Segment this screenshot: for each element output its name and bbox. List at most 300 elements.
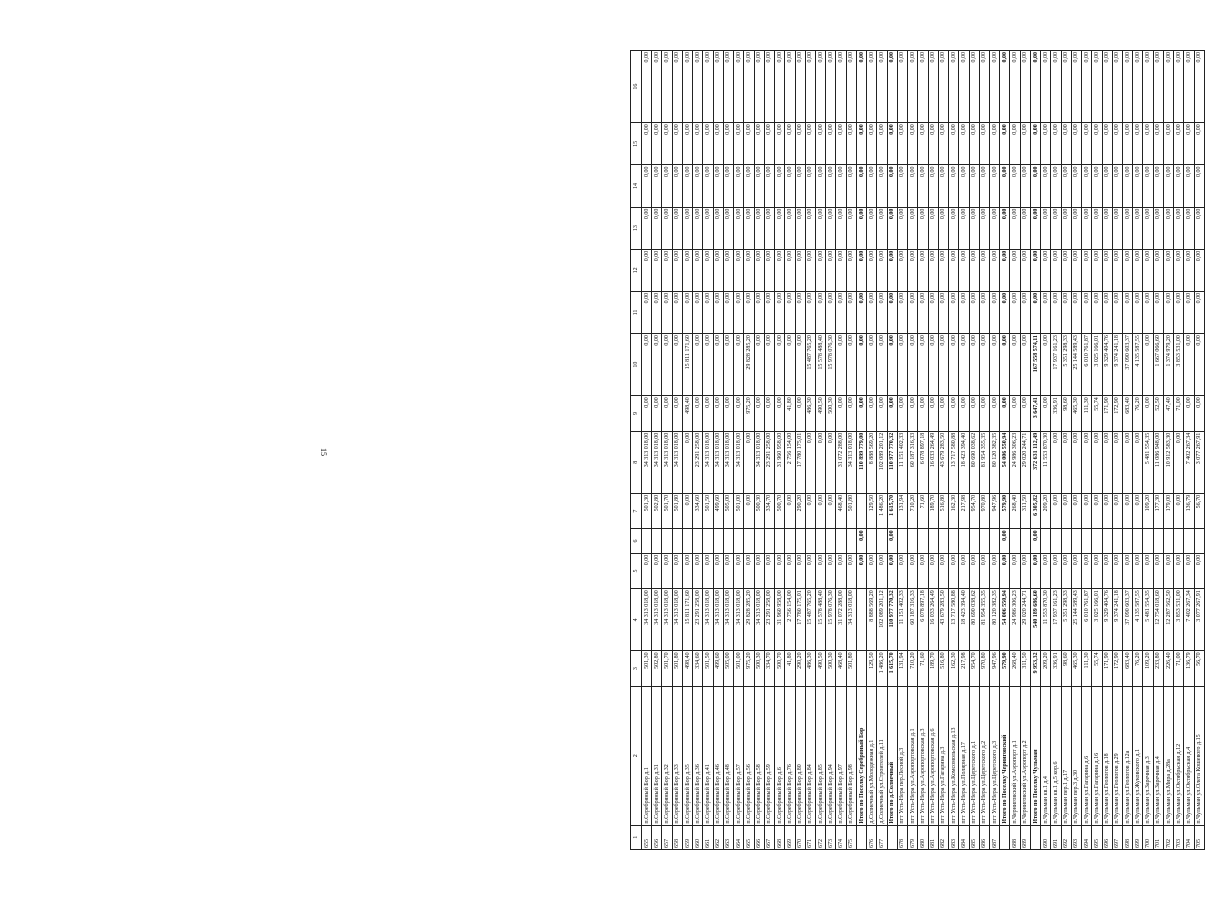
value-cell: 0,00 <box>1102 207 1112 249</box>
table-row <box>795 51 805 850</box>
address-cell: п.Серебряный Бор д.35 <box>682 686 692 825</box>
value-cell: 226,40 <box>1163 651 1173 687</box>
value-cell: 0,00 <box>693 249 703 291</box>
value-cell: 0,00 <box>1153 207 1163 249</box>
column-header: 5 <box>631 553 642 589</box>
value-cell: 0,00 <box>1112 553 1122 589</box>
value-cell: 0,00 <box>918 123 928 165</box>
value-cell: 0,00 <box>969 123 979 165</box>
table-row <box>949 51 959 850</box>
table-row <box>989 51 999 850</box>
value-cell <box>1010 529 1020 553</box>
value-cell: 34 313 018,00 <box>754 431 764 493</box>
value-cell: 0,00 <box>662 334 672 396</box>
value-cell: 0,00 <box>1030 51 1040 123</box>
address-cell: Итого по Поселку Чульман <box>1030 686 1040 825</box>
value-cell: 0,00 <box>856 291 866 333</box>
value-cell: 0,00 <box>815 553 825 589</box>
value-cell: 0,00 <box>764 51 774 123</box>
value-cell: 34 313 018,00 <box>713 431 723 493</box>
row-index-cell: 671 <box>805 825 815 849</box>
value-cell: 710,20 <box>908 651 918 687</box>
address-cell: п.Серебряный Бор д.1 <box>642 686 652 825</box>
address-cell: п.Серебряный Бор д.76 <box>785 686 795 825</box>
value-cell: 0,00 <box>1000 553 1010 589</box>
value-cell: 0,00 <box>682 431 692 493</box>
value-cell: 0,00 <box>969 396 979 432</box>
value-cell: 0,00 <box>897 123 907 165</box>
value-cell: 0,00 <box>1061 51 1071 123</box>
value-cell: 12 287 562,50 <box>1163 589 1173 651</box>
value-cell: 0,00 <box>1102 165 1112 207</box>
address-cell: п.Черниговский ул.Аэропорт д.1 <box>1010 686 1020 825</box>
value-cell: 34 313 018,00 <box>652 431 662 493</box>
value-cell: 0,00 <box>887 51 897 123</box>
value-cell: 0,00 <box>918 207 928 249</box>
value-cell: 0,00 <box>805 291 815 333</box>
value-cell: 0,00 <box>1051 431 1061 493</box>
value-cell: 0,00 <box>1133 431 1143 493</box>
value-cell <box>775 529 785 553</box>
row-index-cell: 701 <box>1153 825 1163 849</box>
value-cell: 0,00 <box>682 207 692 249</box>
value-cell: 0,00 <box>969 165 979 207</box>
value-cell: 34 313 018,00 <box>652 589 662 651</box>
value-cell: 0,00 <box>795 165 805 207</box>
value-cell: 0,00 <box>754 51 764 123</box>
value-cell: 15 811 171,60 <box>682 334 692 396</box>
value-cell: 0,00 <box>867 123 877 165</box>
table-row <box>775 51 785 850</box>
value-cell: 0,00 <box>652 291 662 333</box>
row-index-cell: 673 <box>826 825 836 849</box>
address-cell: п.Серебряный Бор д.97 <box>836 686 846 825</box>
row-index-cell <box>856 825 866 849</box>
row-index-cell: 704 <box>1184 825 1194 849</box>
value-cell <box>1102 529 1112 553</box>
value-cell: 0,00 <box>723 51 733 123</box>
value-cell: 0,00 <box>723 207 733 249</box>
value-cell: 0,00 <box>642 334 652 396</box>
value-cell <box>805 529 815 553</box>
rotated-table-container <box>630 50 1205 850</box>
value-cell: 0,00 <box>734 553 744 589</box>
value-cell: 3 853 531,00 <box>1174 589 1184 651</box>
value-cell: 0,00 <box>785 165 795 207</box>
value-cell: 501,80 <box>672 493 682 529</box>
value-cell: 0,00 <box>928 291 938 333</box>
value-cell: 0,00 <box>908 51 918 123</box>
address-cell: п.Серебряный Бор д.48 <box>723 686 733 825</box>
table-row <box>1051 51 1061 850</box>
value-cell: 334,60 <box>693 493 703 529</box>
value-cell: 172,90 <box>1112 651 1122 687</box>
value-cell: 129,50 <box>867 493 877 529</box>
value-cell: 0,00 <box>693 165 703 207</box>
value-cell: 486,30 <box>805 651 815 687</box>
value-cell: 0,00 <box>979 249 989 291</box>
value-cell: 209,20 <box>1041 493 1051 529</box>
value-cell <box>918 529 928 553</box>
row-index-cell: 672 <box>815 825 825 849</box>
address-cell: Итого по Поселку Серебряный Бор <box>856 686 866 825</box>
value-cell: 0,00 <box>989 123 999 165</box>
value-cell: 0,00 <box>1061 291 1071 333</box>
value-cell <box>652 529 662 553</box>
value-cell: 217,98 <box>959 493 969 529</box>
value-cell: 162,30 <box>949 493 959 529</box>
value-cell: 0,00 <box>846 123 856 165</box>
value-cell: 0,00 <box>642 553 652 589</box>
value-cell: 0,00 <box>754 334 764 396</box>
row-index-cell <box>1030 825 1040 849</box>
value-cell: 0,00 <box>672 165 682 207</box>
table-row <box>918 51 928 850</box>
value-cell: 80 120 382,35 <box>989 589 999 651</box>
value-cell: 0,00 <box>1123 553 1133 589</box>
value-cell: 0,00 <box>1000 123 1010 165</box>
value-cell <box>846 529 856 553</box>
row-index-cell: 674 <box>836 825 846 849</box>
value-cell: 0,00 <box>1133 553 1143 589</box>
value-cell: 0,00 <box>805 207 815 249</box>
value-cell <box>1051 529 1061 553</box>
value-cell: 15 978 076,30 <box>826 589 836 651</box>
table-row <box>867 51 877 850</box>
value-cell: 0,00 <box>918 51 928 123</box>
value-cell: 11 151 402,33 <box>897 431 907 493</box>
value-cell: 0,00 <box>662 123 672 165</box>
table-row <box>1153 51 1163 850</box>
value-cell: 0,00 <box>734 249 744 291</box>
value-cell: 0,00 <box>1071 553 1081 589</box>
value-cell: 15 811 171,60 <box>682 589 692 651</box>
value-cell: 0,00 <box>815 51 825 123</box>
value-cell: 10 912 583,30 <box>1163 431 1173 493</box>
value-cell: 29 020 244,71 <box>1020 431 1030 493</box>
value-cell: 0,00 <box>652 207 662 249</box>
value-cell: 34 313 018,00 <box>662 431 672 493</box>
row-index-cell: 661 <box>703 825 713 849</box>
value-cell: 0,00 <box>662 249 672 291</box>
value-cell: 0,00 <box>928 207 938 249</box>
value-cell: 0,00 <box>723 396 733 432</box>
value-cell <box>1184 529 1194 553</box>
value-cell: 0,00 <box>949 291 959 333</box>
value-cell: 0,00 <box>1102 249 1112 291</box>
value-cell: 15 487 765,20 <box>805 334 815 396</box>
value-cell: 0,00 <box>642 123 652 165</box>
table-row <box>928 51 938 850</box>
address-cell: п.Серебряный Бор д.56 <box>744 686 754 825</box>
value-cell: 98,60 <box>1061 651 1071 687</box>
table-row <box>1041 51 1051 850</box>
value-cell: 0,00 <box>1102 493 1112 529</box>
table-row <box>723 51 733 850</box>
row-index-cell <box>1000 825 1010 849</box>
value-cell: 0,00 <box>1174 553 1184 589</box>
value-cell: 0,00 <box>775 51 785 123</box>
value-cell: 0,00 <box>826 207 836 249</box>
value-cell: 0,00 <box>1174 51 1184 123</box>
value-cell: 0,00 <box>1153 553 1163 589</box>
value-cell: 0,00 <box>897 249 907 291</box>
value-cell: 4 135 587,55 <box>1133 589 1143 651</box>
value-cell: 0,00 <box>775 207 785 249</box>
value-cell: 0,00 <box>1030 291 1040 333</box>
value-cell: 0,00 <box>928 553 938 589</box>
value-cell: 0,00 <box>959 396 969 432</box>
value-cell: 0,00 <box>1174 249 1184 291</box>
row-index-cell: 656 <box>652 825 662 849</box>
value-cell: 334,70 <box>764 493 774 529</box>
value-cell: 0,00 <box>1163 51 1173 123</box>
value-cell: 0,00 <box>785 51 795 123</box>
value-cell: 37 090 603,37 <box>1123 334 1133 396</box>
table-row <box>815 51 825 850</box>
value-cell: 0,00 <box>979 207 989 249</box>
value-cell: 0,00 <box>846 291 856 333</box>
table-row <box>693 51 703 850</box>
value-cell: 0,00 <box>1163 553 1173 589</box>
value-cell: 0,00 <box>959 51 969 123</box>
value-cell: 499,60 <box>713 493 723 529</box>
row-index-cell: 665 <box>744 825 754 849</box>
value-cell: 0,00 <box>1174 493 1184 529</box>
value-cell: 0,00 <box>928 334 938 396</box>
value-cell: 0,00 <box>734 165 744 207</box>
value-cell: 0,00 <box>928 165 938 207</box>
value-cell: 0,00 <box>938 396 948 432</box>
address-cell: п.Чульман ул.Геологов д.18 <box>1102 686 1112 825</box>
value-cell: 0,00 <box>805 165 815 207</box>
value-cell: 501,80 <box>846 651 856 687</box>
row-index-cell: 659 <box>682 825 692 849</box>
value-cell: 0,00 <box>836 123 846 165</box>
table-row <box>672 51 682 850</box>
value-cell: 111,30 <box>1082 651 1092 687</box>
value-cell: 171,90 <box>1102 396 1112 432</box>
value-cell: 0,00 <box>1051 165 1061 207</box>
value-cell: 372 631 112,49 <box>1030 431 1040 493</box>
value-cell: 0,00 <box>1000 529 1010 553</box>
value-cell: 0,00 <box>877 123 887 165</box>
value-cell: 0,00 <box>744 51 754 123</box>
value-cell: 0,00 <box>989 291 999 333</box>
value-cell: 0,00 <box>1163 123 1173 165</box>
value-cell: 0,00 <box>867 553 877 589</box>
value-cell: 0,00 <box>775 249 785 291</box>
row-index-cell: 688 <box>1010 825 1020 849</box>
address-cell: пгт Усть-Нера ул.Аэропортовская д.1 <box>908 686 918 825</box>
value-cell: 334,70 <box>764 651 774 687</box>
value-cell: 501,80 <box>672 651 682 687</box>
value-cell: 0,00 <box>877 165 887 207</box>
address-cell: д.Солнечный ул.Молодежная д.1 <box>867 686 877 825</box>
value-cell: 0,00 <box>1163 291 1173 333</box>
column-header: 6 <box>631 529 642 553</box>
value-cell: 81 954 355,35 <box>979 431 989 493</box>
value-cell: 0,00 <box>723 553 733 589</box>
value-cell: 0,00 <box>682 249 692 291</box>
value-cell: 0,00 <box>744 165 754 207</box>
value-cell: 0,00 <box>989 396 999 432</box>
value-cell: 179,00 <box>1163 493 1173 529</box>
column-header: 1 <box>631 825 642 849</box>
value-cell: 0,00 <box>1153 249 1163 291</box>
table-row <box>938 51 948 850</box>
value-cell: 71,00 <box>1174 396 1184 432</box>
value-cell: 98,60 <box>1061 396 1071 432</box>
value-cell: 0,00 <box>826 431 836 493</box>
value-cell: 56,70 <box>1194 493 1204 529</box>
row-index-cell: 683 <box>949 825 959 849</box>
value-cell: 947,96 <box>989 651 999 687</box>
value-cell: 0,00 <box>642 291 652 333</box>
value-cell: 80 690 038,62 <box>969 431 979 493</box>
value-cell: 0,00 <box>1143 123 1153 165</box>
value-cell: 17 937 161,23 <box>1051 334 1061 396</box>
value-cell: 0,00 <box>1153 123 1163 165</box>
value-cell: 0,00 <box>867 207 877 249</box>
value-cell: 0,00 <box>652 165 662 207</box>
row-index-cell: 684 <box>959 825 969 849</box>
value-cell: 0,00 <box>897 165 907 207</box>
value-cell: 0,00 <box>642 207 652 249</box>
value-cell: 167 558 574,11 <box>1030 334 1040 396</box>
value-cell: 0,00 <box>1102 123 1112 165</box>
table-row <box>1112 51 1122 850</box>
value-cell: 0,00 <box>1071 291 1081 333</box>
table-row <box>682 51 692 850</box>
value-cell: 0,00 <box>693 396 703 432</box>
address-cell: п.Чульман кв.1 д.4 <box>1041 686 1051 825</box>
value-cell: 0,00 <box>1010 334 1020 396</box>
value-cell: 136,79 <box>1184 651 1194 687</box>
value-cell: 0,00 <box>1123 165 1133 207</box>
value-cell: 0,00 <box>1010 291 1020 333</box>
value-cell: 60 187 316,33 <box>908 431 918 493</box>
value-cell: 0,00 <box>1143 291 1153 333</box>
value-cell: 0,00 <box>989 207 999 249</box>
table-row <box>744 51 754 850</box>
value-cell: 0,00 <box>795 553 805 589</box>
value-cell: 0,00 <box>1061 123 1071 165</box>
address-cell: п.Серебряный Бор д.46 <box>713 686 723 825</box>
value-cell: 129,50 <box>867 651 877 687</box>
value-cell: 501,70 <box>662 493 672 529</box>
column-header: 4 <box>631 589 642 651</box>
value-cell: 0,00 <box>785 553 795 589</box>
value-cell: 34 313 018,00 <box>734 589 744 651</box>
value-cell: 0,00 <box>877 553 887 589</box>
value-cell: 0,00 <box>959 249 969 291</box>
value-cell: 0,00 <box>805 553 815 589</box>
table-row <box>1020 51 1030 850</box>
value-cell: 0,00 <box>959 291 969 333</box>
value-cell: 0,00 <box>949 396 959 432</box>
value-cell: 0,00 <box>652 553 662 589</box>
value-cell: 500,70 <box>775 493 785 529</box>
value-cell: 6 078 897,18 <box>918 589 928 651</box>
value-cell: 0,00 <box>1041 291 1051 333</box>
value-cell: 0,00 <box>734 396 744 432</box>
value-cell: 0,00 <box>1133 51 1143 123</box>
value-cell: 0,00 <box>887 291 897 333</box>
value-cell: 0,00 <box>938 334 948 396</box>
address-cell: п.Серебряный Бор д.98 <box>846 686 856 825</box>
value-cell: 0,00 <box>1123 431 1133 493</box>
value-cell: 171,90 <box>1102 651 1112 687</box>
value-cell: 0,00 <box>703 396 713 432</box>
value-cell: 0,00 <box>908 396 918 432</box>
value-cell: 0,00 <box>1051 249 1061 291</box>
value-cell: 0,00 <box>928 249 938 291</box>
value-cell: 0,00 <box>1194 334 1204 396</box>
value-cell: 0,00 <box>785 249 795 291</box>
value-cell <box>969 529 979 553</box>
row-index-cell: 699 <box>1133 825 1143 849</box>
value-cell: 43 679 283,50 <box>938 431 948 493</box>
address-cell: пгт Усть-Нера ул.Церетского д.1 <box>969 686 979 825</box>
value-cell: 0,00 <box>1030 165 1040 207</box>
value-cell: 0,00 <box>928 51 938 123</box>
value-cell: 0,00 <box>682 51 692 123</box>
value-cell: 0,00 <box>713 51 723 123</box>
value-cell: 0,00 <box>1041 334 1051 396</box>
value-cell: 0,00 <box>949 334 959 396</box>
value-cell: 55,74 <box>1092 651 1102 687</box>
value-cell: 25 144 589,43 <box>1071 589 1081 651</box>
table-row <box>1194 51 1204 850</box>
value-cell: 0,00 <box>1020 123 1030 165</box>
row-index-cell: 667 <box>764 825 774 849</box>
value-cell <box>693 529 703 553</box>
table-row <box>764 51 774 850</box>
value-cell <box>1061 529 1071 553</box>
address-cell: п.Серебряный Бор д.58 <box>754 686 764 825</box>
value-cell: 0,00 <box>897 334 907 396</box>
value-cell <box>1153 529 1163 553</box>
value-cell: 6 305,82 <box>1030 493 1040 529</box>
value-cell: 209,20 <box>1041 651 1051 687</box>
value-cell: 0,00 <box>1112 207 1122 249</box>
value-cell: 0,00 <box>918 165 928 207</box>
value-cell: 0,00 <box>867 291 877 333</box>
value-cell: 0,00 <box>1194 396 1204 432</box>
value-cell: 498,40 <box>682 651 692 687</box>
value-cell: 0,00 <box>938 249 948 291</box>
value-cell: 0,00 <box>672 249 682 291</box>
value-cell: 0,00 <box>938 553 948 589</box>
value-cell: 0,00 <box>1143 165 1153 207</box>
value-cell: 0,00 <box>764 291 774 333</box>
value-cell: 0,00 <box>1123 51 1133 123</box>
value-cell: 0,00 <box>1030 249 1040 291</box>
value-cell <box>1020 529 1030 553</box>
value-cell: 0,00 <box>846 553 856 589</box>
value-cell: 15 978 076,30 <box>826 334 836 396</box>
value-cell: 947,96 <box>989 493 999 529</box>
value-cell: 0,00 <box>1020 51 1030 123</box>
value-cell: 16 033 264,49 <box>928 589 938 651</box>
value-cell: 0,00 <box>1061 553 1071 589</box>
value-cell: 0,00 <box>815 493 825 529</box>
value-cell: 76,20 <box>1133 651 1143 687</box>
value-cell: 0,00 <box>959 123 969 165</box>
row-index-cell: 693 <box>1071 825 1081 849</box>
address-cell: Итого по Поселку Черниговский <box>1000 686 1010 825</box>
